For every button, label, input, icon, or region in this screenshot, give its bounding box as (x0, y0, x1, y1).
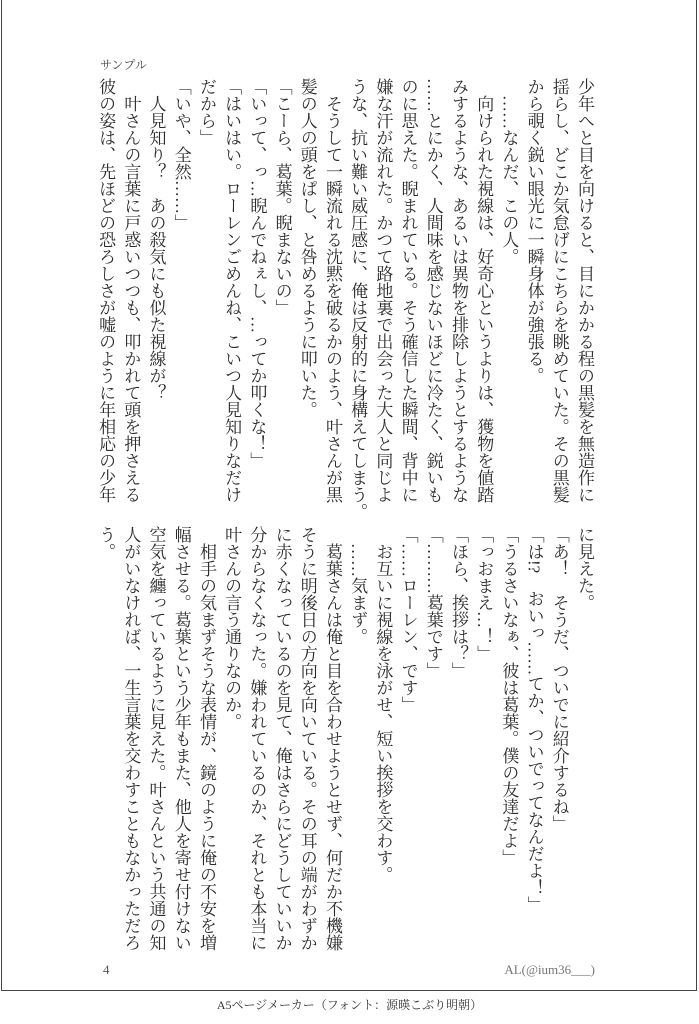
text-column: に赤くなっているのを見て、俺はさらにどうしていいか (272, 526, 292, 951)
text-column: 髪の人の頭をぱし、と咎めるように叩いた。 (297, 78, 317, 418)
text-column: う。 (96, 526, 116, 560)
text-column: 叶さんの言う通りなのか。 (222, 526, 242, 730)
text-column: 分からなくなった。嫌われているのか、それとも本当に (247, 526, 267, 951)
text-column: 相手の気まずそうな表情が、鏡のように俺の不安を増 (196, 526, 216, 951)
text-column: 「は!? おいっ……てか、ついでってなんだよ！」 (524, 526, 544, 914)
author-credit: AL(@ium36___) (504, 962, 595, 977)
text-column: 「はいはい。ローレンごめんね、こいつ人見知りなだけ (222, 78, 242, 503)
text-column: 人見知り？ あの殺気にも似た視線が？ (146, 78, 166, 401)
text-column: 「ほら、挨拶は？」 (448, 526, 468, 679)
text-column: に見えた。 (575, 526, 594, 611)
text-column: 少年へと目を向けると、目にかかる程の黒髪を無造作に (575, 78, 594, 503)
text-column: だから」 (196, 78, 216, 146)
text-column: 嫌な汗が流れた。かつて路地裏で出会った大人と同じよ (373, 78, 393, 503)
page-number: 4 (103, 962, 110, 977)
header-label: サンプル (100, 58, 147, 72)
text-column: 揺らし、どこか気怠げにこちらを眺めていた。その黒髪 (549, 78, 569, 503)
text-column: そうして一瞬流れる沈黙を破るかのよう、叶さんが黒 (322, 78, 342, 503)
text-column: 向けられた視線は、好奇心というよりは、獲物を値踏 (474, 78, 494, 503)
text-column: 「こーら、葛葉。睨まないの」 (272, 78, 292, 316)
text-column: 「あ！ そうだ、ついでに紹介するね」 (549, 526, 569, 832)
text-column: 「……ローレン、です」 (398, 526, 418, 713)
text-column: 「っおまえ…！」 (474, 526, 494, 662)
footer-credit: A5ページメーカー（フォント：源暎こぶり明朝） (216, 998, 483, 1012)
text-block-bottom (93, 526, 597, 956)
text-column: うな、抗い難い威圧感に、俺は反射的に身構えてしまう。 (348, 78, 368, 520)
text-column: ……気まず。 (348, 526, 368, 645)
text-column: 叶さんの言葉に戸惑いつつも、叩かれて頭を押さえる (121, 78, 141, 503)
text-column: ……なんだ、この人。 (499, 78, 519, 265)
text-column: お互いに視線を泳がせ、短い挨拶を交わす。 (373, 526, 393, 883)
text-block-top (93, 78, 597, 518)
text-column: 空気を纏っているように見えた。叶さんという共通の知 (146, 526, 166, 951)
text-column: のに思えた。睨まれている。そう確信した瞬間、背中に (398, 78, 418, 503)
text-column: から覗く鋭い眼光に一瞬身体が強張る。 (524, 78, 544, 384)
text-column: みするような、あるいは異物を排除しようとするような (448, 78, 468, 503)
text-column: 幅させる。葛葉という少年もまた、他人を寄せ付けない (171, 526, 191, 951)
text-column: 「………葛葉です」 (423, 526, 443, 679)
text-column: ……とにかく、人間味を感じないほどに冷たく、鋭いも (423, 78, 443, 503)
text-column: 「うるさいなぁ、彼は葛葉。僕の友達だよ」 (499, 526, 519, 866)
text-column: 人がいなければ、一生言葉を交わすこともなかっただろ (121, 526, 141, 951)
text-column: 「いや、全然……」 (171, 78, 191, 231)
text-column: 「いって、っ…睨んでねぇし、…ってか叩くな！」 (247, 78, 267, 469)
text-column: そうに明後日の方向を向いている。その耳の端がわずか (297, 526, 317, 951)
text-column: 葛葉さんは俺と目を合わせようとせず、何だか不機嫌 (322, 526, 342, 951)
text-column: 彼の姿は、先ほどの恐ろしさが嘘のように年相応の少年 (96, 78, 116, 503)
